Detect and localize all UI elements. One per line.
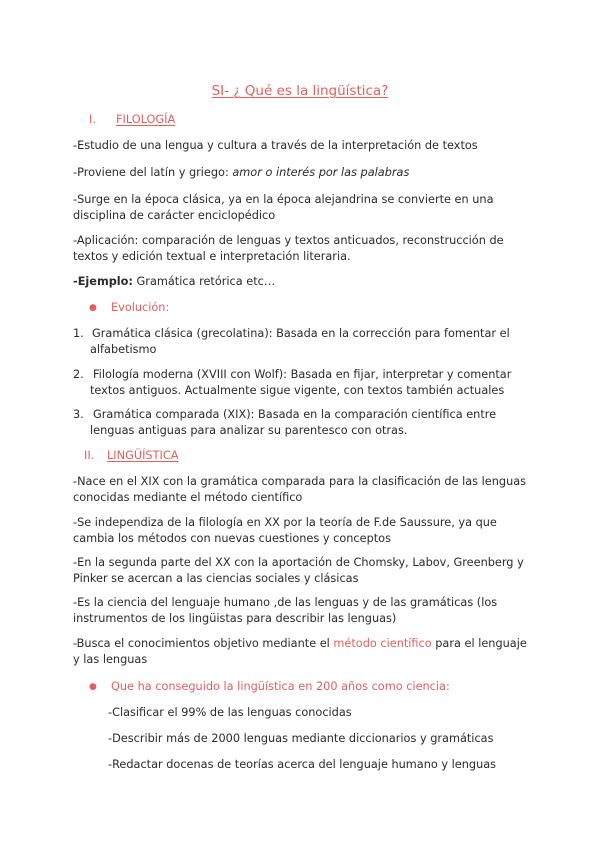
paragraph: -Aplicación: comparación de lenguas y textos anticuados, reconstrucción de textos y edición textual e interpretación literaria. [73, 234, 504, 263]
list-text: Filología moderna (XVIII con Wolf): Basada en fijar, interpretar y comentar textos antiguos. Actualmente sigue vigente, con textos también actuales [90, 368, 512, 397]
bold-label: -Ejemplo: [73, 275, 133, 288]
list-text: Gramática clásica (grecolatina): Basada en la corrección para fomentar el alfabetismo [90, 327, 510, 356]
section-heading-linguistica [84, 448, 178, 464]
section-label: FILOLOGÍA [116, 113, 176, 126]
section-heading-filologia [89, 112, 175, 128]
achievement-item: -Redactar docenas de teorías acerca del lenguaje humano y lenguas [108, 758, 497, 771]
bullet-icon: ● [89, 303, 97, 313]
list-number: 2. [73, 368, 84, 381]
achievement-item: -Describir más de 2000 lenguas mediante diccionarios y gramáticas [108, 732, 494, 745]
list-item [73, 326, 528, 357]
paragraph [73, 636, 528, 667]
paragraph: -En la segunda parte del XX con la aportación de Chomsky, Labov, Greenberg y Pinker se acercan a las ciencias sociales y clásicas [73, 556, 524, 585]
paragraph-text: -Proviene del latín y griego: [73, 166, 233, 179]
list-number: 3. [73, 408, 84, 421]
list-item [73, 367, 528, 398]
section-label: LINGÜÍSTICA [107, 449, 179, 462]
section-number: II. [84, 449, 95, 462]
paragraph [73, 165, 528, 181]
paragraph [73, 274, 528, 290]
list-number: 1. [73, 327, 84, 340]
paragraph: -Surge en la época clásica, ya en la época alejandrina se convierte en una disciplina de carácter enciclopédico [73, 193, 494, 222]
highlight-text: método científico [333, 637, 432, 650]
paragraph-text: Gramática retórica etc… [132, 275, 276, 288]
emphasis-text: amor o interés por las palabras [232, 166, 410, 179]
bullet-icon: ● [89, 682, 97, 692]
page-title: SI- ¿ Qué es la lingüística? [211, 83, 389, 99]
bullet-logros [89, 679, 450, 696]
achievement-item: -Clasificar el 99% de las lenguas conocidas [108, 706, 352, 719]
bullet-evolucion [89, 300, 169, 317]
paragraph: -Es la ciencia del lenguaje humano ,de las lenguas y de las gramáticas (los instrumentos de los lingüistas para describir las lenguas) [73, 596, 498, 625]
bullet-label: Que ha conseguido la lingüística en 200 años como ciencia: [111, 680, 450, 693]
list-text: Gramática comparada (XIX): Basada en la comparación científica entre lenguas antiguas para analizar su parentesco con otras. [90, 408, 497, 437]
paragraph: -Se independiza de la filología en XX por la teoría de F.de Saussure, ya que cambia los métodos con nuevas cuestiones y conceptos [73, 516, 497, 545]
paragraph-text: -Busca el conocimientos objetivo mediante el [73, 637, 334, 650]
bullet-label: Evolución: [111, 301, 170, 314]
paragraph: -Nace en el XIX con la gramática comparada para la clasificación de las lenguas conocidas mediante el método científico [73, 475, 527, 504]
paragraph: -Estudio de una lengua y cultura a través de la interpretación de textos [73, 139, 478, 152]
list-item [73, 407, 528, 438]
section-number: I. [89, 113, 96, 126]
paragraph-text: para el lenguaje y las lenguas [73, 637, 527, 666]
